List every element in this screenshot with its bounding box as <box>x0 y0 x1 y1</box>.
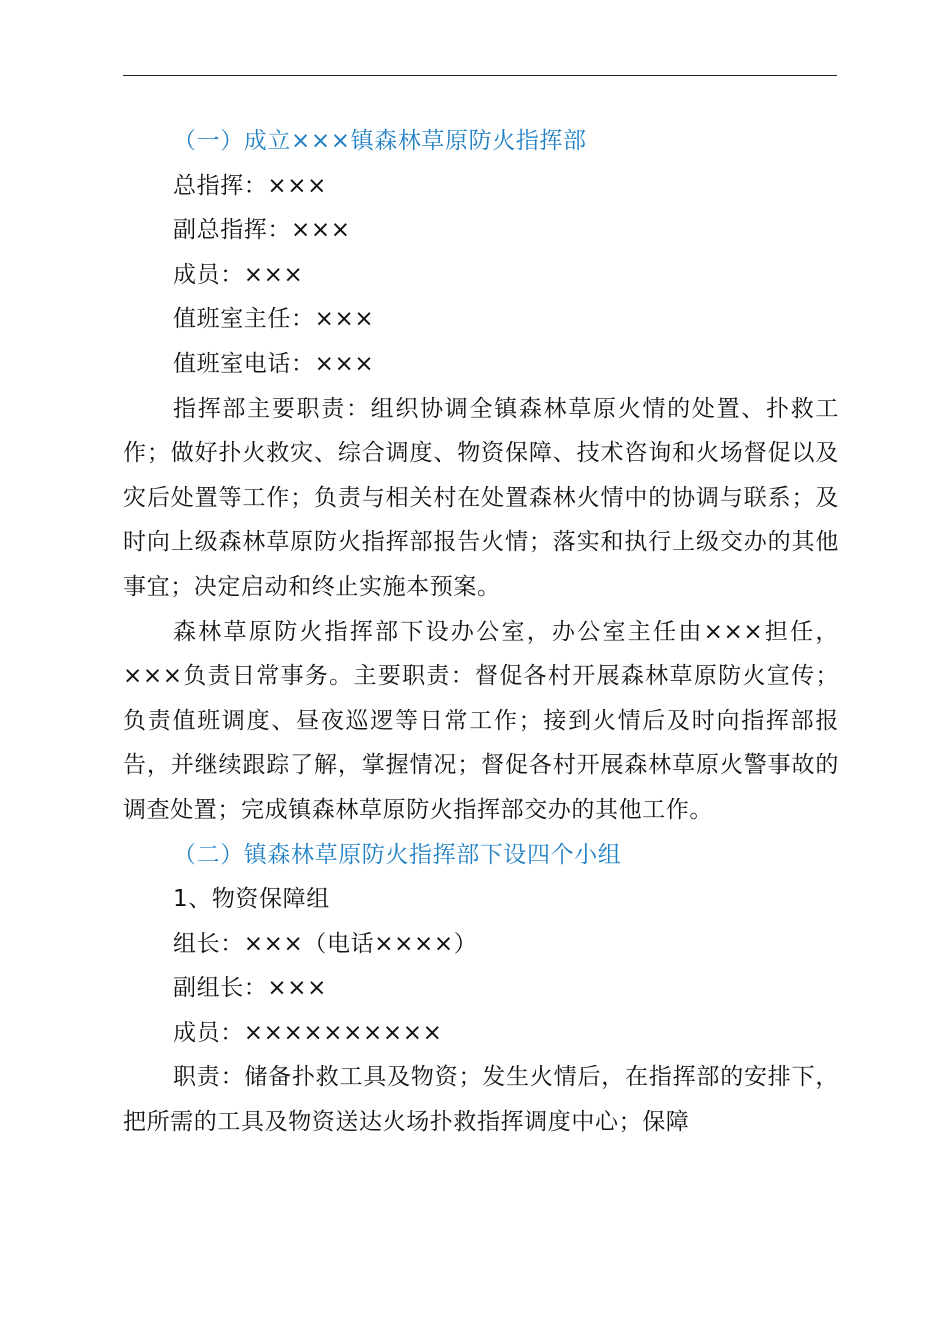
header-rule <box>123 75 837 76</box>
duty-room-phone-line: 值班室电话：××× <box>173 350 375 377</box>
group-title: 1、物资保障组 <box>173 886 330 913</box>
commander-line: 总指挥：××× <box>173 172 328 199</box>
deputy-commander-line: 副总指挥：××× <box>173 217 351 244</box>
duty-room-director-line: 值班室主任：××× <box>173 306 375 333</box>
group-duties-paragraph: 职责：储备扑救工具及物资；发生火情后，在指挥部的安排下，把所需的工具及物资送达火场扑救指挥调度中心；保障 <box>123 1064 839 1136</box>
group-members-line: 成员：×××××××××× <box>173 1019 443 1046</box>
office-duties-paragraph: 森林草原防火指挥部下设办公室，办公室主任由×××担任，×××负责日常事务。主要职责：督促各村开展森林草原防火宣传；负责值班调度、昼夜巡逻等日常工作；接到火情后及时向指挥部报告，并继续跟踪了解，掌握情况；督促各村开展森林草原火警事故的调查处置；完成镇森林草原防火指挥部交办的其他工作。 <box>123 618 839 823</box>
members-line: 成员：××× <box>173 261 304 288</box>
document-body <box>123 119 839 1145</box>
section-heading-1: （一）成立×××镇森林草原防火指挥部 <box>173 128 587 154</box>
group-leader-line: 组长：×××（电话××××） <box>173 930 478 957</box>
deputy-group-leader-line: 副组长：××× <box>173 975 328 1002</box>
section-heading-2: （二）镇森林草原防火指挥部下设四个小组 <box>173 841 622 868</box>
headquarters-duties-paragraph: 指挥部主要职责：组织协调全镇森林草原火情的处置、扑救工作；做好扑火救灾、综合调度、物资保障、技术咨询和火场督促以及灾后处置等工作；负责与相关村在处置森林火情中的协调与联系；及时向上级森林草原防火指挥部报告火情；落实和执行上级交办的其他事宜；决定启动和终止实施本预案。 <box>123 395 839 600</box>
